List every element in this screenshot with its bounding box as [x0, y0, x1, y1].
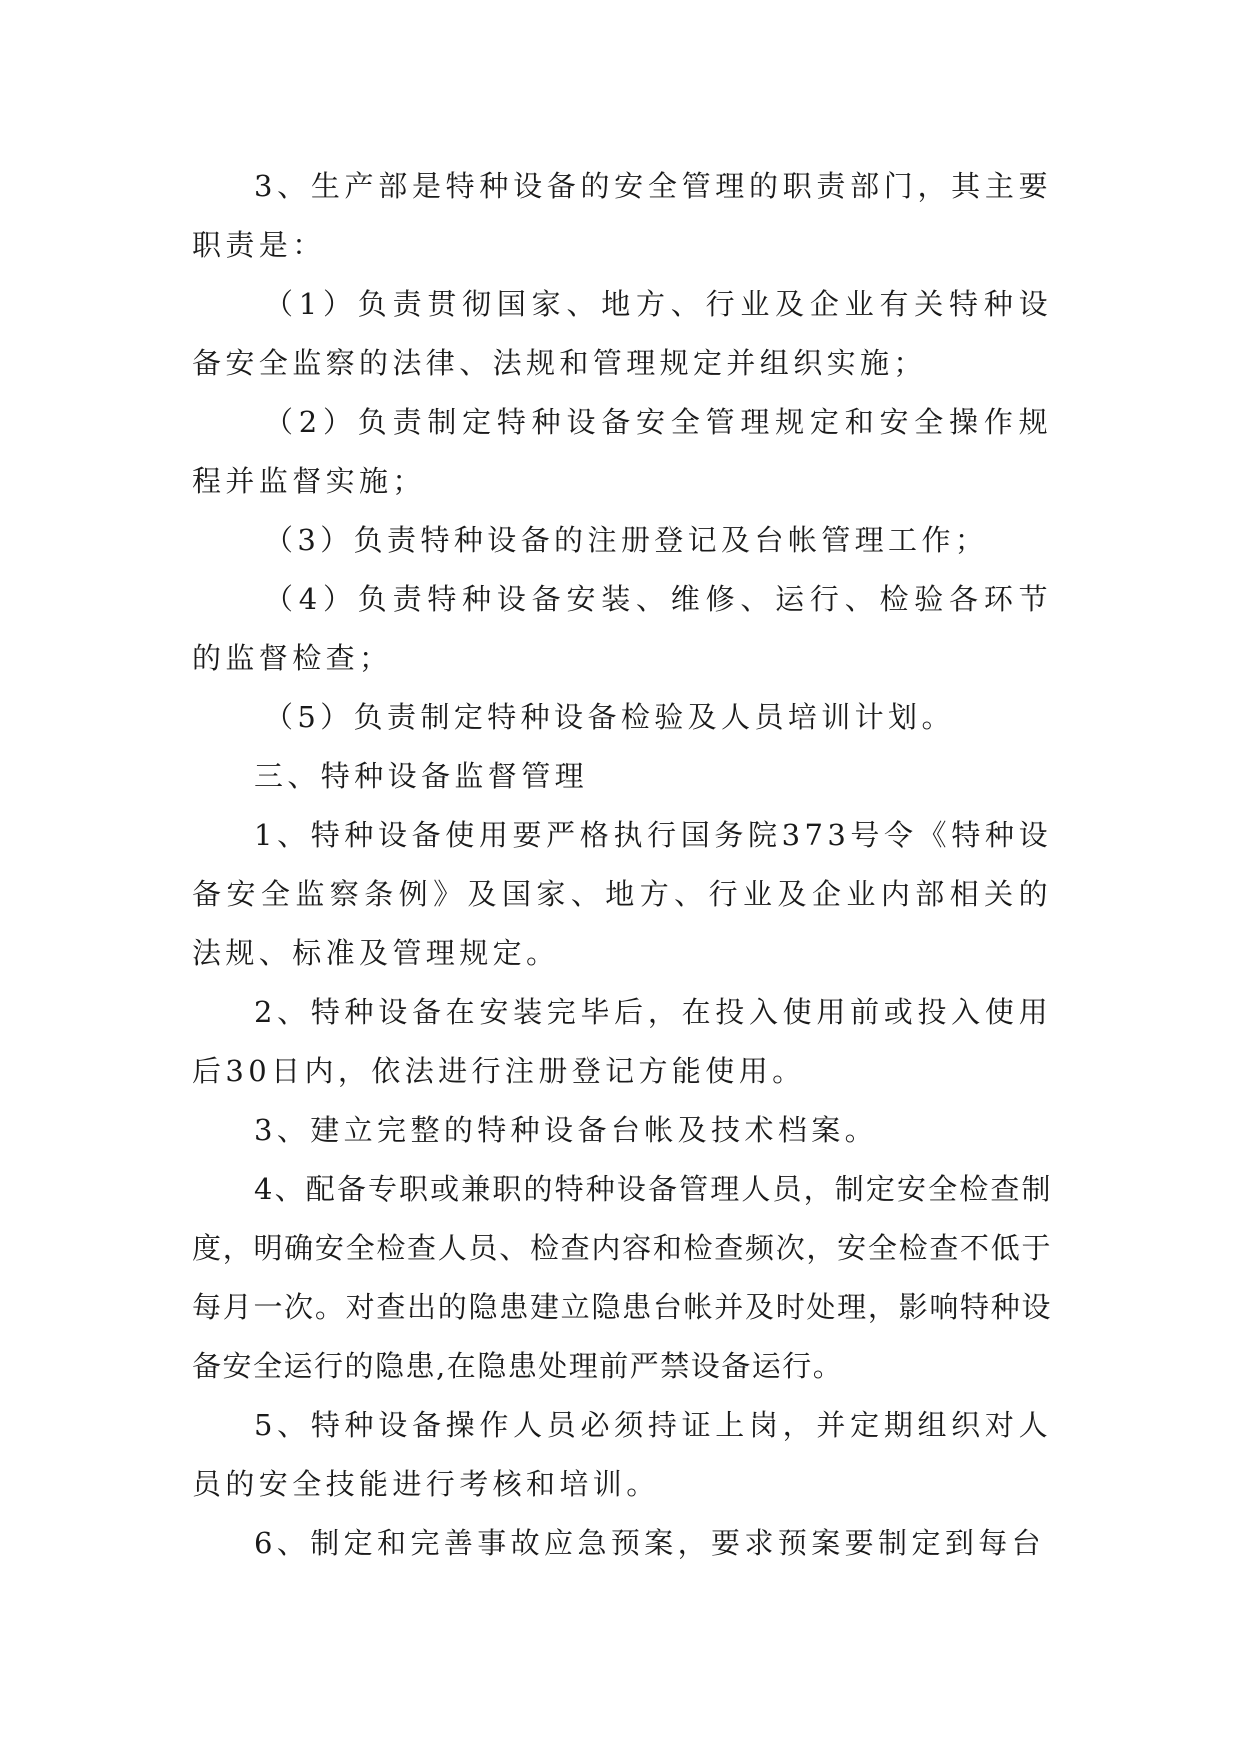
document-body: [192, 157, 1052, 1573]
paragraph-regulation-4: 4、配备专职或兼职的特种设备管理人员，制定安全检查制度，明确安全检查人员、检查内容和检查频次，安全检查不低于每月一次。对查出的隐患建立隐患台帐并及时处理，影响特种设备安全运行的隐患,在隐患处理前严禁设备运行。: [192, 1172, 1052, 1383]
paragraph-production-dept-duties: 3、生产部是特种设备的安全管理的职责部门，其主要职责是：: [192, 169, 1052, 262]
paragraph-regulation-5: 5、特种设备操作人员必须持证上岗，并定期组织对人员的安全技能进行考核和培训。: [192, 1408, 1052, 1501]
duty-item-5: （5）负责制定特种设备检验及人员培训计划。: [264, 700, 955, 734]
duty-item-2: （2）负责制定特种设备安全管理规定和安全操作规程并监督实施；: [192, 405, 1052, 498]
paragraph-regulation-3: 3、建立完整的特种设备台帐及技术档案。: [254, 1113, 879, 1147]
paragraph-regulation-6: 6、制定和完善事故应急预案，要求预案要制定到每台: [254, 1526, 1046, 1560]
paragraph-regulation-1: 1、特种设备使用要严格执行国务院373号令《特种设备安全监察条例》及国家、地方、行业及企业内部相关的法规、标准及管理规定。: [192, 818, 1052, 970]
duty-item-4: （4）负责特种设备安装、维修、运行、检验各环节的监督检查；: [192, 582, 1052, 675]
duty-item-3: （3）负责特种设备的注册登记及台帐管理工作；: [264, 523, 989, 557]
duty-item-1: （1）负责贯彻国家、地方、行业及企业有关特种设备安全监察的法律、法规和管理规定并组织实施；: [192, 287, 1052, 380]
paragraph-regulation-2: 2、特种设备在安装完毕后，在投入使用前或投入使用后30日内，依法进行注册登记方能使用。: [192, 995, 1052, 1088]
section-heading-supervision: 三、特种设备监督管理: [254, 759, 589, 793]
